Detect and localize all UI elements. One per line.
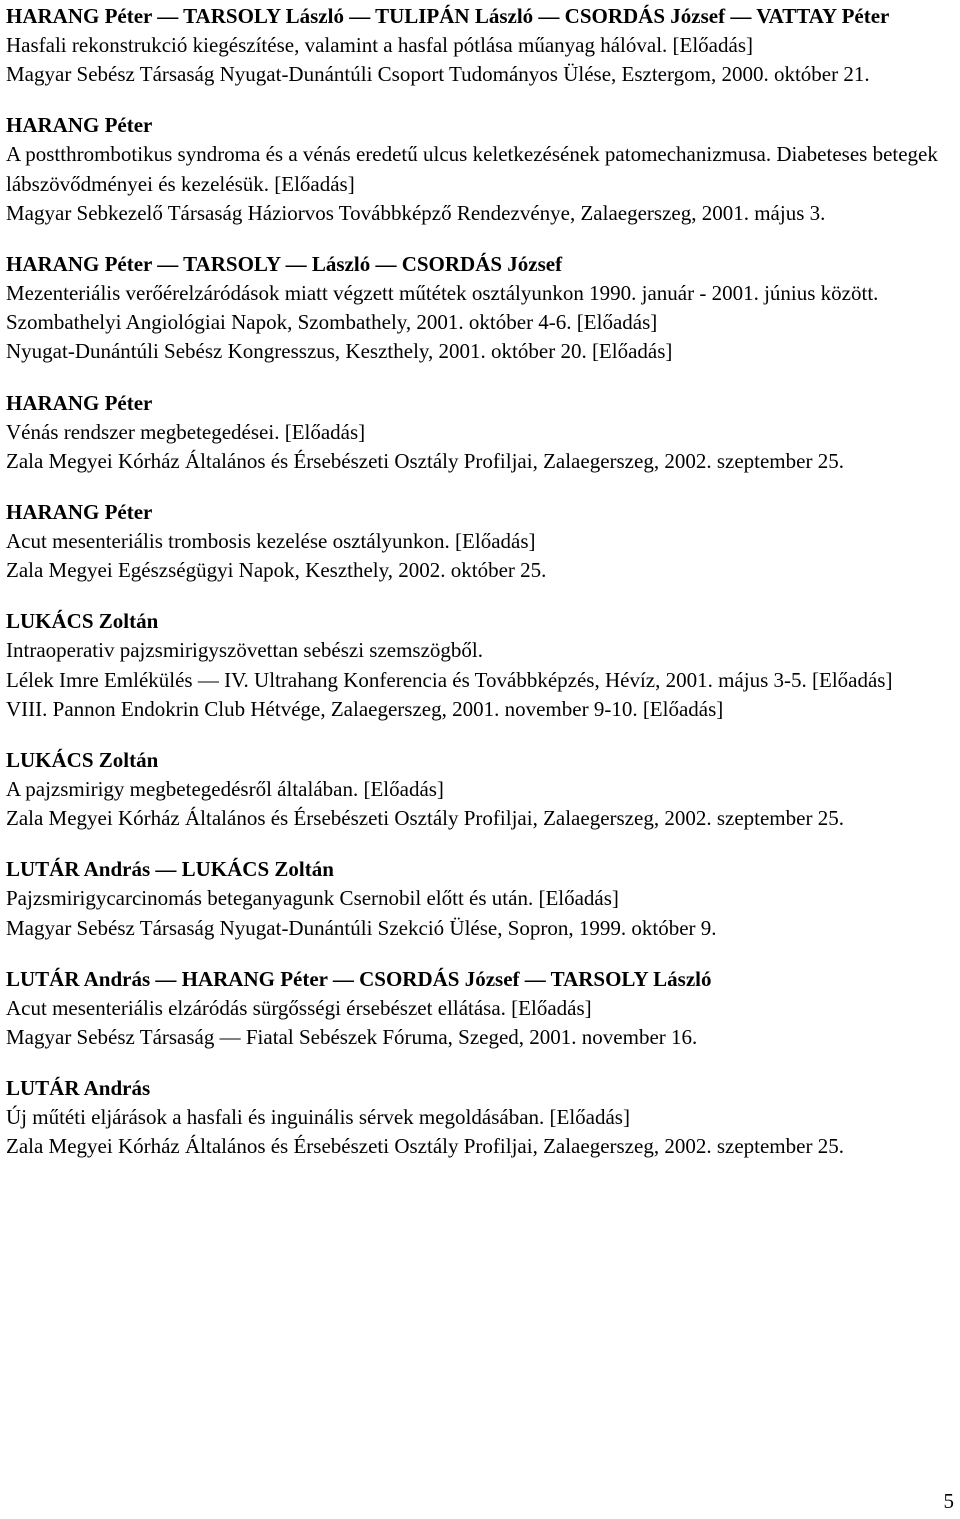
entry-venue: Magyar Sebész Társaság — Fiatal Sebészek Fóruma, Szeged, 2001. november 16. [6,1025,698,1050]
entry-venue: Zala Megyei Kórház Általános és Érsebészeti Osztály Profiljai, Zalaegerszeg, 2002. szeptember 25. [6,448,844,473]
entry-title: Acut mesenteriális trombosis kezelése osztályunkon. [Előadás] [6,529,536,554]
entry-title: A postthrombotikus syndroma és a vénás eredetű ulcus keletkezésének patomechanizmusa. Diabeteses betegek lábszövődményei és kezelésük. [Előadás] [6,142,938,196]
page-number: 5 [943,1489,954,1513]
entry-venue: Magyar Sebész Társaság Nyugat-Dunántúli Csoport Tudományos Ülése, Esztergom, 2000. október 21. [6,62,870,87]
publication-entry [6,607,950,724]
publication-entry [6,855,950,942]
entry-authors: HARANG Péter — TARSOLY László — TULIPÁN László — CSORDÁS József — VATTAY Péter [6,4,890,28]
publication-entry [6,2,950,89]
entry-venue: Nyugat-Dunántúli Sebész Kongresszus, Keszthely, 2001. október 20. [Előadás] [6,339,673,364]
entry-venue: Zala Megyei Kórház Általános és Érsebészeti Osztály Profiljai, Zalaegerszeg, 2002. szeptember 25. [6,806,844,831]
entry-authors: LUTÁR András — HARANG Péter — CSORDÁS József — TARSOLY László [6,966,712,991]
entry-title: Új műtéti eljárások a hasfali és inguinális sérvek megoldásában. [Előadás] [6,1105,630,1130]
entry-title: A pajzsmirigy megbetegedésről általában. [Előadás] [6,777,444,802]
document-page [6,2,950,1184]
entry-authors: LUTÁR András [6,1076,151,1101]
entry-venue: Zala Megyei Egészségügyi Napok, Keszthely, 2002. október 25. [6,558,547,583]
entry-venue: Magyar Sebész Társaság Nyugat-Dunántúli Szekció Ülése, Sopron, 1999. október 9. [6,915,717,940]
entry-authors: HARANG Péter [6,113,153,138]
entry-title: Mezenteriális verőérelzáródások miatt végzett műtétek osztályunkon 1990. január - 2001. június között. [6,281,879,306]
entry-title: Hasfali rekonstrukció kiegészítése, valamint a hasfal pótlása műanyag hálóval. [Előadás] [6,33,753,57]
entry-title: Pajzsmirigycarcinomás beteganyagunk Csernobil előtt és után. [Előadás] [6,886,619,911]
entry-title: Intraoperativ pajzsmirigyszövettan sebészi szemszögből. [6,638,484,663]
publication-entry [6,965,950,1052]
entry-venue: Zala Megyei Kórház Általános és Érsebészeti Osztály Profiljai, Zalaegerszeg, 2002. szeptember 25. [6,1134,844,1159]
entry-venue: Lélek Imre Emlékülés — IV. Ultrahang Konferencia és Továbbképzés, Hévíz, 2001. május 3-5. [Előadás] [6,667,893,692]
entry-venue: Szombathelyi Angiológiai Napok, Szombathely, 2001. október 4-6. [Előadás] [6,310,658,335]
entry-venue: Magyar Sebkezelő Társaság Háziorvos Továbbképző Rendezvénye, Zalaegerszeg, 2001. május 3. [6,200,826,225]
entry-authors: LUKÁCS Zoltán [6,609,159,634]
publication-entry [6,746,950,833]
entry-authors: HARANG Péter — TARSOLY — László — CSORDÁS József [6,252,563,277]
entry-title: Vénás rendszer megbetegedései. [Előadás] [6,419,366,444]
publication-entry [6,1074,950,1161]
publication-entry [6,389,950,476]
entry-authors: LUKÁCS Zoltán [6,748,159,773]
entry-title: Acut mesenteriális elzáródás sürgősségi érsebészet ellátása. [Előadás] [6,995,592,1020]
entry-authors: HARANG Péter [6,390,153,415]
entry-venue: VIII. Pannon Endokrin Club Hétvége, Zalaegerszeg, 2001. november 9-10. [Előadás] [6,696,724,721]
entry-authors: LUTÁR András — LUKÁCS Zoltán [6,857,334,882]
publication-entry [6,250,950,367]
entry-authors: HARANG Péter [6,500,153,525]
publication-entry [6,498,950,585]
publication-entry [6,111,950,228]
